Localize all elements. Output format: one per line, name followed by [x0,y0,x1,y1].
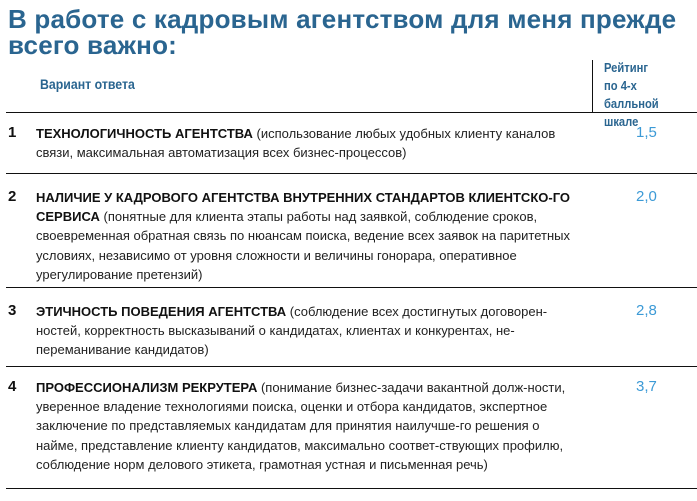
row-number: 3 [8,302,17,319]
column-header-variant: Вариант ответа [40,76,135,92]
row-title: ТЕХНОЛОГИЧНОСТЬ АГЕНТСТВА [36,126,253,141]
rating-header-line: шкале [604,114,639,129]
column-header-rating [604,59,690,131]
row-title: ЭТИЧНОСТЬ ПОВЕДЕНИЯ АГЕНТСТВА [36,304,287,319]
row-text [36,302,576,360]
row-rating: 1,5 [636,124,657,141]
row-text [36,378,576,474]
row-description: (соблюдение всех достигнутых договорен-ностей, корректность высказываний о кандидатах, клиентах и конкурентах, не-переманивание кандидатов) [36,304,548,358]
table-rule [6,366,697,367]
row-number: 2 [8,188,17,205]
table-rule [6,112,697,113]
header-divider [592,60,593,113]
rating-header-line: Рейтинг [604,60,649,75]
page-title: В работе с кадровым агентством для меня прежде всего важно: [8,4,677,60]
table-rule [6,287,697,288]
rating-header-line: по 4-х балльной [604,78,659,111]
row-rating: 3,7 [636,378,657,395]
row-title: НАЛИЧИЕ У КАДРОВОГО АГЕНТСТВА ВНУТРЕННИХ СТАНДАРТОВ КЛИЕНТСКО-ГО СЕРВИСА [36,190,571,225]
row-description: (понимание бизнес-задачи вакантной долж-ности, уверенное владение технологиями поиска, оценки и отбора кандидатов, экспертное заключение по представляемых кандидатам для принятия наилучше-го решения о найме, представление клиенту кандидатов, максимально соответ-ствующих профилю, соблюдение норм делового этикета, грамотная устная и письменная речь) [36,380,566,472]
row-rating: 2,8 [636,302,657,319]
row-number: 1 [8,124,17,141]
row-number: 4 [8,378,17,395]
row-rating: 2,0 [636,188,657,205]
table-rule [6,173,697,174]
row-title: ПРОФЕССИОНАЛИЗМ РЕКРУТЕРА [36,380,258,395]
row-text [36,124,576,162]
row-description: (использование любых удобных клиенту каналов связи, максимальная автоматизация всех бизнес-процессов) [36,126,556,161]
row-description: (понятные для клиента этапы работы над заявкой, соблюдение сроков, своевременная обратная связь по нюансам поиска, ведение всех заявок на паритетных условиях, независимо от уровня сложности и величины гонорара, оперативное урегулирование претензий) [36,209,570,282]
row-text [36,188,576,284]
table-rule [6,488,697,489]
